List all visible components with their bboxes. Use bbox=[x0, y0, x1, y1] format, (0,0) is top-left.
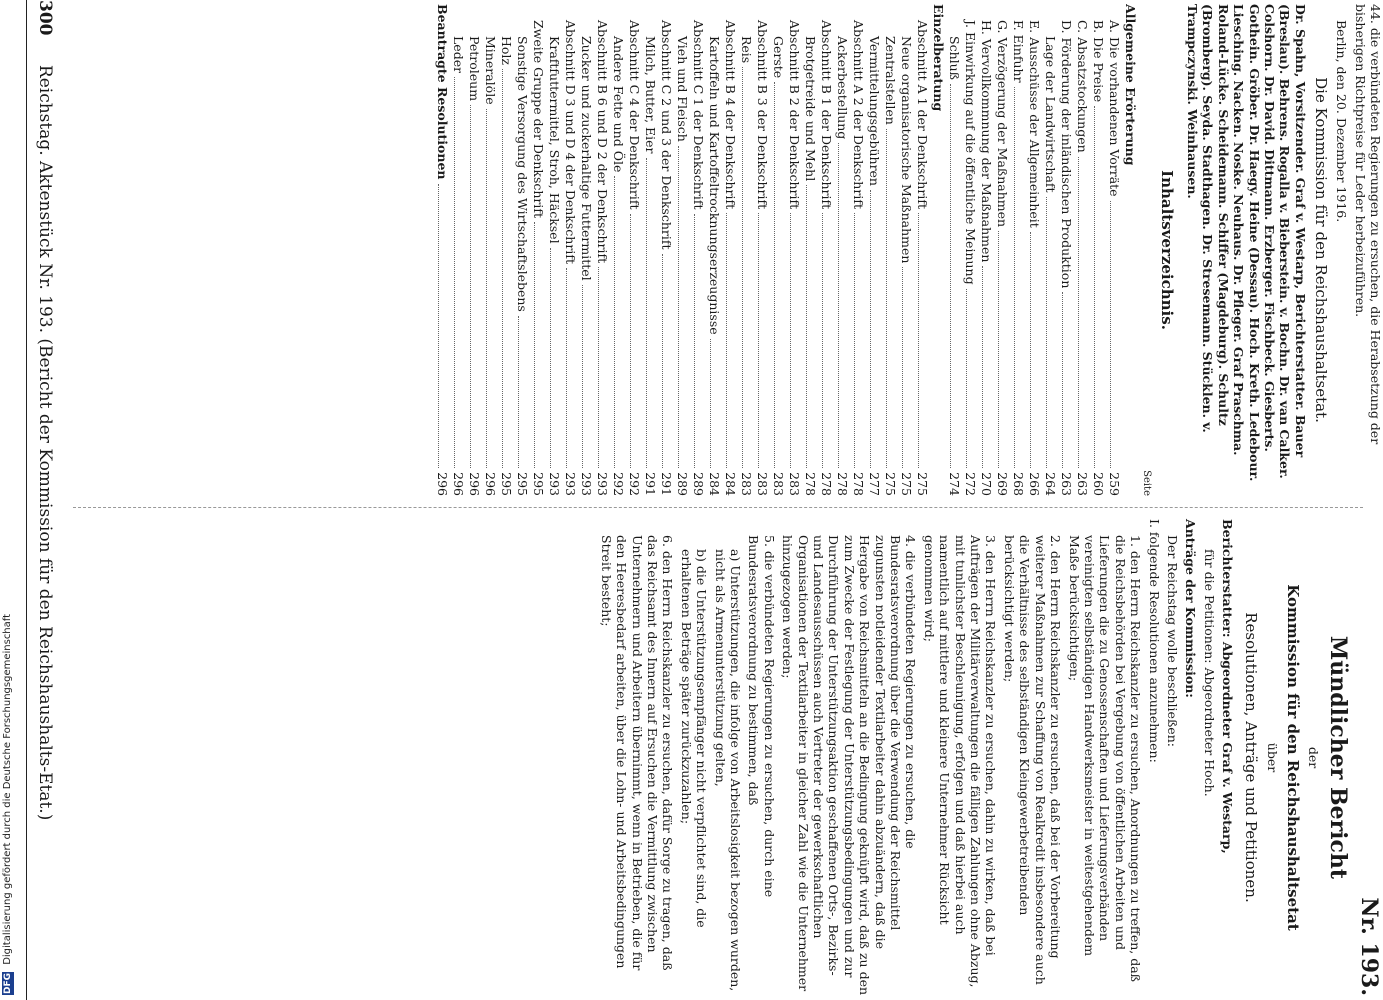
toc-leader-dots bbox=[630, 214, 631, 469]
toc-group-heading bbox=[930, 4, 946, 496]
toc-entry-label: C. Absatzstockungen bbox=[1075, 20, 1091, 153]
report-commission: Kommission für den Reichshaushaltsetat bbox=[1283, 584, 1302, 931]
toc-leader-dots bbox=[1014, 87, 1015, 469]
toc-page: 283 bbox=[787, 472, 803, 496]
toc-group-label: Einzelberatung bbox=[931, 4, 947, 112]
toc-entry bbox=[562, 4, 578, 496]
toc-entry-label: Sonstige Versorgung des Wirtschaftslebens bbox=[515, 36, 531, 312]
toc-page: 272 bbox=[963, 472, 979, 496]
toc-leader-dots bbox=[582, 285, 583, 468]
toc-entry bbox=[818, 4, 834, 496]
toc-leader-dots bbox=[806, 185, 807, 468]
toc-leader-dots bbox=[438, 184, 439, 469]
toc-entry-label: Milch, Butter, Eier bbox=[643, 36, 659, 154]
toc-leader-dots bbox=[470, 105, 471, 468]
toc-entry-label: Ackerbestellung bbox=[835, 36, 851, 140]
toc-entry bbox=[690, 4, 706, 496]
toc-leader-dots bbox=[598, 267, 599, 468]
toc-entry-label: A. Die vorhandenen Vorräte bbox=[1107, 20, 1123, 197]
toc-leader-dots bbox=[646, 158, 647, 469]
toc-entry-label: Abschnitt C 4 der Denkschrift bbox=[627, 20, 643, 210]
resolution-text: die verbündeten Regierungen zu ersuchen, durch eine Bundesratsverordnung zu bestimmen, daß bbox=[746, 535, 777, 898]
toc-entry-label: Zweite Gruppe der Denkschrift bbox=[531, 20, 547, 219]
running-head-text: Reichstag. Aktenstück Nr. 193. (Bericht der Kommission für den Reichshaushalts-Etat.) bbox=[35, 64, 55, 821]
toc-entry-label: Abschnitt B 6 und D 2 der Denkschrift bbox=[595, 20, 611, 264]
toc-leader-dots bbox=[614, 176, 615, 468]
toc-page: 293 bbox=[595, 472, 611, 496]
reporter-line-petitions: für die Petitionen: Abgeordneter Hoch. bbox=[1201, 549, 1217, 797]
toc-entry-label: Kraftfuttermittel, Stroh, Häcksel bbox=[547, 36, 563, 244]
resolution-number: 5. bbox=[761, 535, 777, 551]
toc-entry bbox=[1074, 4, 1090, 496]
toc-leader-dots bbox=[726, 213, 727, 468]
funding-note-text: Digitalisierung gefördert durch die Deutsche Forschungsgemeinschaft bbox=[2, 613, 13, 965]
toc-entry-label: Gerste bbox=[771, 36, 787, 79]
toc-leader-dots bbox=[886, 129, 887, 468]
toc-leader-dots bbox=[822, 213, 823, 468]
toc-entry-label: Abschnitt B 4 der Denkschrift bbox=[723, 20, 739, 210]
toc-title: Inhaltsverzeichnis. bbox=[1157, 170, 1176, 330]
toc-leader-dots bbox=[870, 190, 871, 468]
toc-entry bbox=[1010, 4, 1026, 496]
table-of-contents bbox=[434, 4, 1138, 496]
toc-page: 264 bbox=[1043, 472, 1059, 496]
toc-entry-label: Schluß bbox=[947, 36, 963, 81]
toc-entry-label: Abschnitt B 1 der Denkschrift bbox=[819, 20, 835, 210]
toc-leader-dots bbox=[1110, 201, 1111, 469]
report-ueber: über bbox=[1264, 742, 1280, 773]
toc-page: 293 bbox=[547, 472, 563, 496]
toc-page: 296 bbox=[435, 472, 451, 496]
toc-entry bbox=[834, 4, 850, 496]
toc-entry-label: Abschnitt C 1 der Denkschrift bbox=[691, 20, 707, 210]
toc-page: 293 bbox=[579, 472, 595, 496]
toc-group-heading bbox=[434, 4, 450, 496]
resolution-text: den Herrn Reichskanzler zu ersuchen, dahin zu wirken, daß bei Aufträgen der Militärverwaltungen die fälligen Zahlungen ohne Abzug, mit tunlichster Beschleunigung, erfolgen und daß hierbei auch namentlich auf mittlere und kleinere Unternehmer Rücksicht genommen wird; bbox=[921, 535, 999, 988]
toc-entry bbox=[802, 4, 818, 496]
resolution-sub-item bbox=[712, 519, 743, 996]
right-column bbox=[71, 0, 1383, 500]
report-der: der bbox=[1306, 746, 1321, 769]
toc-page: 263 bbox=[1075, 472, 1091, 496]
toc-entry-label: Vermittelungsgebühren bbox=[867, 36, 883, 186]
running-head bbox=[26, 0, 63, 1000]
toc-entry-label: Abschnitt B 2 der Denkschrift bbox=[787, 20, 803, 210]
toc-page: 291 bbox=[643, 472, 659, 496]
toc-leader-dots bbox=[678, 146, 679, 468]
toc-entry bbox=[498, 4, 514, 496]
sub-item-text: Unterstützungen, die infolge von Arbeitslosigkeit bezogen wurden, nicht als Armenunterstützung gelten, bbox=[712, 549, 743, 992]
resolution-text: den Herrn Reichskanzler zu ersuchen, dafür Sorge zu tragen, daß das Reichsamt des Innern auf Ersuchen die Vermittlung zwischen Unternehmern und Arbeitern übernimmt, wenn in Betrieben, die für den Heeresbedarf arbeiten, über die Lohn- und Arbeitsbedingungen Streit besteht; bbox=[598, 535, 676, 971]
toc-leader-dots bbox=[838, 143, 839, 468]
toc-entry-label: Andere Fette und Öle bbox=[611, 36, 627, 173]
resolution-text: den Herrn Reichskanzler zu ersuchen, daß bei der Vorbereitung weiterer Maßnahmen zur Schaffung von Realkredit insbesondere auch die Verhältnisse des selbständigen Kleingewerbetreibenden berücksichtigt werden; bbox=[1001, 535, 1064, 985]
toc-entry-label: Holz bbox=[499, 36, 515, 66]
toc-page: 278 bbox=[851, 472, 867, 496]
toc-leader-dots bbox=[518, 316, 519, 468]
toc-entry bbox=[882, 4, 898, 496]
left-column-body bbox=[595, 519, 1383, 996]
toc-entry bbox=[578, 4, 594, 496]
toc-page: 278 bbox=[819, 472, 835, 496]
toc-entry bbox=[658, 4, 674, 496]
resolution-text: die verbündeten Regierungen zu ersuchen, die Bundesratsverordnung über die Verwendung der Reichsmittel zugunsten notleidender Textilarbeiter dahin abzuändern, daß die Hergabe von Reichsmitteln an die Bedingung geknüpft wird, daß zu den zum Zwecke der Festlegung der Unterstützungsbedingungen und zur Durchführung der Unterstützungsaktion geschaffenen Orts-, Bezirks- und Landesausschüssen auch Vertreter der gewerkschaftlichen Organisationen der Textilarbeiter in gleicher Zahl wie die Unternehmer hinzugezogen werden; bbox=[780, 535, 919, 996]
toc-entry-label: F. Einfuhr bbox=[1011, 20, 1027, 83]
resolution-number: 3. bbox=[983, 535, 999, 551]
toc-entry bbox=[994, 4, 1010, 496]
toc-leader-dots bbox=[854, 213, 855, 468]
toc-page: 292 bbox=[611, 472, 627, 496]
toc-leader-dots bbox=[902, 267, 903, 468]
toc-entry-label: Abschnitt A 2 der Denkschrift bbox=[851, 20, 867, 209]
toc-page: 263 bbox=[1059, 472, 1075, 496]
toc-page: 293 bbox=[563, 472, 579, 496]
antraege-heading: Anträge der Kommission: bbox=[1183, 519, 1199, 698]
page-number: 300 bbox=[35, 0, 55, 36]
toc-entry-label: Brotgetreide und Mehl bbox=[803, 36, 819, 182]
dfg-logo: DFG bbox=[3, 972, 13, 994]
date-line: Berlin, den 20. Dezember 1916. bbox=[1334, 20, 1350, 223]
sub-item-text: die Unterstützungsempfänger nicht verpflichtet sind, die erhaltenen Beträge später zurückzuzahlen; bbox=[678, 549, 710, 928]
report-subject: Resolutionen, Anträge und Petitionen. bbox=[1242, 612, 1261, 903]
toc-entry bbox=[850, 4, 866, 496]
column-divider bbox=[73, 507, 1363, 508]
resolution-item bbox=[780, 519, 919, 996]
toc-page: 296 bbox=[467, 472, 483, 496]
toc-page: 274 bbox=[947, 472, 963, 496]
toc-leader-dots bbox=[662, 254, 663, 469]
toc-page: 260 bbox=[1091, 472, 1107, 496]
toc-entry-label: Vieh und Fleisch bbox=[675, 36, 691, 142]
toc-entry-label: Abschnitt D 3 und D 4 der Denkschrift bbox=[563, 20, 579, 264]
toc-entry bbox=[866, 4, 882, 496]
toc-page: 289 bbox=[675, 472, 691, 496]
resolution-number: 1. bbox=[1128, 535, 1144, 551]
toc-leader-dots bbox=[694, 214, 695, 469]
toc-leader-dots bbox=[950, 84, 951, 468]
toc-page: 296 bbox=[483, 472, 499, 496]
toc-leader-dots bbox=[918, 213, 919, 468]
toc-entry bbox=[770, 4, 786, 496]
toc-leader-dots bbox=[1078, 157, 1079, 468]
toc-page: 283 bbox=[755, 472, 771, 496]
toc-entry bbox=[978, 4, 994, 496]
reichstag-line: Der Reichstag wolle beschließen: bbox=[1164, 535, 1180, 747]
toc-leader-dots bbox=[998, 231, 999, 468]
resolution-item bbox=[1066, 519, 1143, 996]
toc-entry bbox=[962, 4, 978, 496]
toc-entry bbox=[706, 4, 722, 496]
toc-entry bbox=[946, 4, 962, 496]
resolution-number: 4. bbox=[903, 535, 919, 551]
toc-entry bbox=[546, 4, 562, 496]
toc-leader-dots bbox=[710, 339, 711, 469]
toc-entry bbox=[514, 4, 530, 496]
toc-entry bbox=[1058, 4, 1074, 496]
resolution-number: 2. bbox=[1048, 535, 1064, 551]
toc-entry-label: Abschnitt B 3 der Denkschrift bbox=[755, 20, 771, 210]
toc-entry bbox=[674, 4, 690, 496]
toc-page-header: Seite bbox=[1140, 470, 1152, 496]
toc-entry-label: B. Die Preise bbox=[1091, 20, 1107, 103]
sub-item-letter: a) bbox=[728, 549, 743, 566]
toc-leader-dots bbox=[1030, 232, 1031, 468]
toc-page: 283 bbox=[771, 472, 787, 496]
reporter-line: Berichterstatter: Abgeordneter Graf v. Westarp, bbox=[1220, 519, 1236, 854]
toc-entry bbox=[754, 4, 770, 496]
toc-entry-label: J. Einwirkung auf die öffentliche Meinung bbox=[963, 20, 979, 285]
toc-entry bbox=[914, 4, 930, 496]
toc-page: 275 bbox=[883, 472, 899, 496]
toc-entry-label: Petroleum bbox=[467, 36, 483, 102]
toc-entry-label: Leder bbox=[451, 36, 467, 74]
toc-page: 284 bbox=[723, 472, 739, 496]
toc-entry bbox=[1090, 4, 1106, 496]
toc-leader-dots bbox=[550, 248, 551, 469]
toc-leader-dots bbox=[1062, 292, 1063, 468]
toc-page: 275 bbox=[899, 472, 915, 496]
toc-page: 296 bbox=[451, 472, 467, 496]
toc-leader-dots bbox=[486, 109, 487, 469]
toc-entry-label: Reis bbox=[739, 36, 755, 64]
toc-entry bbox=[530, 4, 546, 496]
toc-leader-dots bbox=[758, 213, 759, 468]
toc-page: 295 bbox=[499, 472, 515, 496]
member-list: Dr. Spahn, Vorsitzender. Graf v. Westarp, Berichterstatter. Bauer (Breslau). Behrens. Rogalla v. Bieberstein. v. Bochn. Dr. van Calker. Colshorn. Dr. David. Dittmann. Erzberger. Fischbeck. Giesberts. Gothein. Gröber. Dr. Haegy. Heine (Dessau). Hoch. Kreth. Ledebour. Liesching. Nacken. Noske. Neuhaus. Dr. Pfleger. Graf Praschma. Roland-Lücke. Scheidemann. Schiffer (Magdeburg). Schultz (Bromberg). Seyda. Stadthagen. Dr. Stresemann. Stücklen. v. Trampczynski. Weinhausen. bbox=[1184, 4, 1308, 482]
toc-page: 289 bbox=[691, 472, 707, 496]
commission-heading: Die Kommission für den Reichshaushaltsetat. bbox=[1311, 77, 1330, 423]
toc-leader-dots bbox=[1094, 106, 1095, 468]
toc-entry bbox=[1106, 4, 1122, 496]
right-column-body bbox=[434, 4, 1383, 496]
toc-page: 259 bbox=[1107, 472, 1123, 496]
toc-entry bbox=[786, 4, 802, 496]
toc-entry bbox=[450, 4, 466, 496]
toc-page: 295 bbox=[515, 472, 531, 496]
toc-entry-label: H. Vervollkommnung der Maßnahmen bbox=[979, 20, 995, 263]
toc-page: 284 bbox=[707, 472, 723, 496]
toc-leader-dots bbox=[1046, 197, 1047, 469]
resolution-item bbox=[746, 519, 777, 996]
toc-entry-label: Mineralöle bbox=[483, 36, 499, 105]
resolution-item bbox=[598, 519, 675, 996]
toc-entry bbox=[626, 4, 642, 496]
toc-entry bbox=[1026, 4, 1042, 496]
toc-page: 295 bbox=[531, 472, 547, 496]
toc-group-label: Beantragte Resolutionen bbox=[435, 4, 451, 180]
toc-page: 278 bbox=[803, 472, 819, 496]
toc-page: 268 bbox=[1011, 472, 1027, 496]
toc-entry-label: Lage der Landwirtschaft bbox=[1043, 36, 1059, 193]
toc-entry-label: Kartoffeln und Kartoffeltrocknungserzeugnisse bbox=[707, 36, 723, 335]
toc-entry bbox=[642, 4, 658, 496]
toc-entry-label: D. Förderung der inländischen Produktion bbox=[1059, 20, 1075, 289]
toc-entry-label: Abschnitt C 2 und 3 der Denkschrift bbox=[659, 20, 675, 250]
toc-leader-dots bbox=[742, 67, 743, 468]
resolution-sub-item bbox=[678, 519, 709, 996]
toc-page: 278 bbox=[835, 472, 851, 496]
toc-entry-label: Abschnitt A 1 der Denkschrift bbox=[915, 20, 931, 209]
toc-entry bbox=[466, 4, 482, 496]
toc-entry bbox=[594, 4, 610, 496]
toc-leader-dots bbox=[966, 289, 967, 469]
toc-leader-dots bbox=[534, 222, 535, 468]
resolution-item bbox=[921, 519, 998, 996]
toc-entry bbox=[482, 4, 498, 496]
resolution-number: 6. bbox=[660, 535, 676, 551]
sub-item-letter: b) bbox=[694, 549, 710, 566]
toc-entry bbox=[610, 4, 626, 496]
toc-leader-dots bbox=[982, 266, 983, 468]
toc-entry-label: E. Ausschüsse der Allgemeinheit bbox=[1027, 20, 1043, 228]
intro-item: 44. die verbündeten Regierungen zu ersuchen, die Herabsetzung der bisherigen Richtpreise für Leder herbeizuführen. bbox=[1352, 4, 1383, 445]
toc-entry bbox=[738, 4, 754, 496]
toc-leader-dots bbox=[502, 69, 503, 468]
resolution-item bbox=[1002, 519, 1064, 996]
toc-page: 283 bbox=[739, 472, 755, 496]
toc-page: 277 bbox=[867, 472, 883, 496]
toc-entry-label: Neue organisatorische Maßnahmen bbox=[899, 36, 915, 264]
toc-group-label: Allgemeine Erörterung bbox=[1123, 4, 1139, 166]
item-roman-one: I. folgende Resolutionen anzunehmen: bbox=[1146, 519, 1162, 763]
toc-page: 275 bbox=[915, 472, 931, 496]
report-number: Nr. 193. bbox=[1356, 897, 1382, 996]
toc-page: 269 bbox=[995, 472, 1011, 496]
toc-leader-dots bbox=[774, 82, 775, 468]
toc-leader-dots bbox=[566, 268, 567, 468]
toc-page: 266 bbox=[1027, 472, 1043, 496]
toc-entry bbox=[898, 4, 914, 496]
toc-page: 270 bbox=[979, 472, 995, 496]
toc-group-heading bbox=[1122, 4, 1138, 496]
toc-entry bbox=[722, 4, 738, 496]
toc-entry-label: Zucker und zuckerhaltige Futtermittel bbox=[579, 36, 595, 281]
toc-page: 291 bbox=[659, 472, 675, 496]
resolution-text: den Herrn Reichskanzler zu ersuchen, Anordnungen zu treffen, daß die Reichsbehörden bei Vergebung von öffentlichen Arbeiten und Lieferungen die zu Genossenschaften und Lieferungsverbänden vereinigten selbständigen Handwerksmeister in weitestgehendem Maße berücksichtigen; bbox=[1066, 535, 1144, 983]
toc-page: 292 bbox=[627, 472, 643, 496]
report-title: Mündlicher Bericht bbox=[1325, 635, 1351, 880]
toc-leader-dots bbox=[790, 213, 791, 468]
toc-entry bbox=[1042, 4, 1058, 496]
left-column bbox=[71, 515, 1383, 1000]
toc-entry-label: Zentralstellen bbox=[883, 36, 899, 125]
resolution-list bbox=[598, 519, 1143, 996]
toc-entry-label: G. Verzögerung der Maßnahmen bbox=[995, 20, 1011, 228]
toc-leader-dots bbox=[454, 77, 455, 468]
